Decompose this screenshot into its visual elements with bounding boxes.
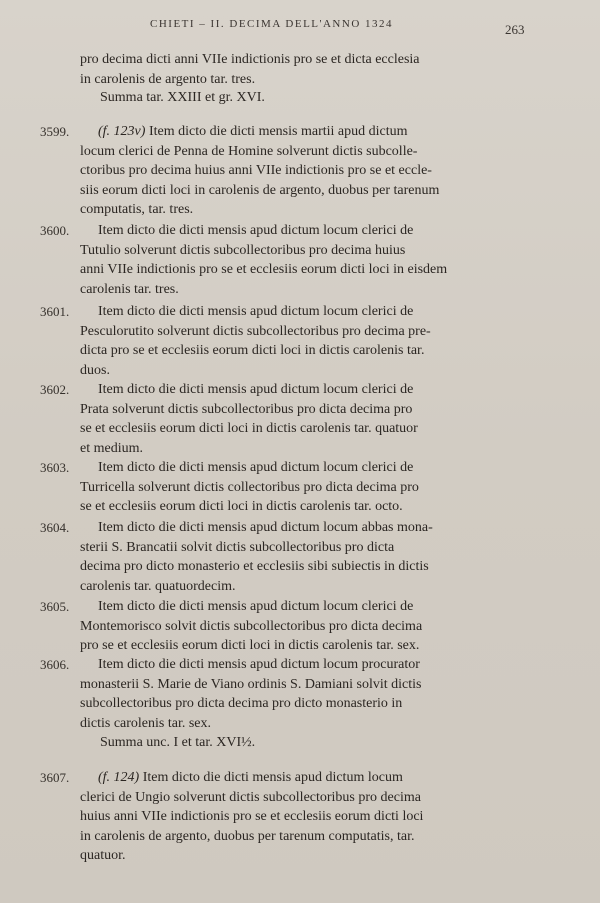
entry-text: [80, 768, 530, 866]
text-line: Item dicto die dicti mensis apud dictum locum clerici de: [98, 382, 414, 397]
text-line: Item dicto die dicti mensis apud dictum locum clerici de: [98, 223, 414, 238]
entry-text: [80, 122, 530, 220]
text-line: Item dicto die dicti mensis apud dictum locum procurator: [98, 657, 420, 672]
entry-text: [80, 302, 530, 380]
text-line: monasterii S. Marie de Viano ordinis S. Damiani solvit dictis: [80, 676, 422, 692]
text-line: duos.: [80, 362, 110, 378]
entry-text: [80, 380, 530, 458]
text-line: Item dicto die dicti mensis martii apud dictum: [148, 124, 408, 139]
page-number: 263: [505, 22, 525, 37]
entry-number: 3602.: [40, 382, 70, 397]
text-line: se et ecclesiis eorum dicti loci in dictis carolenis tar. quatuor: [80, 421, 418, 436]
entry-text: [80, 597, 530, 656]
top-fragment: [80, 50, 530, 89]
text-line: dictis carolenis tar. sex.: [80, 715, 212, 731]
text-line: se et ecclesiis eorum dicti loci in dictis carolenis tar. octo.: [80, 499, 403, 514]
folio-reference: (f. 124): [98, 770, 140, 785]
text-line: huius anni VIIe indictionis pro se et ecclesiis eorum dicti loci: [80, 809, 424, 824]
text-line: ctoribus pro decima huius anni VIIe indictionis pro se et eccle-: [80, 163, 432, 178]
text-line: sterii S. Brancatii solvit dictis subcollectoribus pro dicta: [80, 539, 395, 555]
text-line: pro se et ecclesiis eorum dicti loci in dictis carolenis tar. sex.: [80, 638, 420, 653]
entry-number: 3607.: [40, 770, 70, 785]
text-line: Item dicto die dicti mensis apud dictum locum: [142, 770, 403, 785]
summa-line: Summa tar. XXIII et gr. XVI.: [100, 90, 265, 105]
entry-number: 3605.: [40, 599, 70, 614]
entry-text: [80, 655, 530, 733]
text-line: carolenis tar. tres.: [80, 281, 179, 297]
summa-line: Summa unc. I et tar. XVI½.: [100, 735, 256, 750]
text-line: locum clerici de Penna de Homine solverunt dictis subcolle-: [80, 143, 418, 159]
text-line: in carolenis de argento tar. tres.: [80, 71, 256, 87]
entry-number: 3604.: [40, 520, 70, 535]
text-line: computatis, tar. tres.: [80, 202, 194, 217]
folio-reference: (f. 123v): [98, 124, 146, 139]
text-line: Prata solverunt dictis subcollectoribus pro dicta decima pro: [80, 401, 413, 417]
text-line: Item dicto die dicti mensis apud dictum locum clerici de: [98, 460, 414, 475]
entry-number: 3600.: [40, 223, 70, 238]
text-line: carolenis tar. quatuordecim.: [80, 578, 236, 594]
entry-number: 3601.: [40, 304, 70, 319]
text-line: anni VIIe indictionis pro se et ecclesiis eorum dicti loci in eisdem: [80, 262, 448, 277]
text-line: Item dicto die dicti mensis apud dictum locum clerici de: [98, 599, 414, 614]
text-line: Item dicto die dicti mensis apud dictum locum clerici de: [98, 304, 414, 319]
text-line: Tutulio solverunt dictis subcollectoribus pro decima huius: [80, 242, 406, 258]
text-line: Montemorisco solvit dictis subcollectoribus pro dicta decima: [80, 618, 423, 634]
text-line: et medium.: [80, 440, 143, 456]
text-line: in carolenis de argento, duobus per tarenum computatis, tar.: [80, 828, 415, 844]
text-line: siis eorum dicti loci in carolenis de argento, duobus per tarenum: [80, 182, 440, 198]
text-line: Pesculorutito solverunt dictis subcollectoribus pro decima pre-: [80, 323, 431, 339]
text-line: Item dicto die dicti mensis apud dictum locum abbas mona-: [98, 520, 433, 535]
text-line: subcollectoribus pro dicta decima pro dicto monasterio in: [80, 696, 403, 711]
entry-number: 3606.: [40, 657, 70, 672]
text-line: clerici de Ungio solverunt dictis subcollectoribus pro decima: [80, 789, 421, 805]
text-line: quatuor.: [80, 848, 126, 863]
entry-number: 3599.: [40, 124, 70, 139]
text-line: dicta pro se et ecclesiis eorum dicti loci in dictis carolenis tar.: [80, 343, 425, 358]
entry-text: [80, 518, 530, 596]
entry-text: [80, 458, 530, 517]
entry-text: [80, 221, 530, 299]
entry-number: 3603.: [40, 460, 70, 475]
text-line: pro decima dicti anni VIIe indictionis pro se et dicta ecclesia: [80, 52, 420, 67]
text-line: Turricella solverunt dictis collectoribus pro dicta decima pro: [80, 479, 419, 495]
text-line: decima pro dicto monasterio et ecclesiis sibi subiectis in dictis: [80, 559, 429, 574]
running-title: CHIETI – II. DECIMA DELL'ANNO 1324: [150, 18, 394, 30]
